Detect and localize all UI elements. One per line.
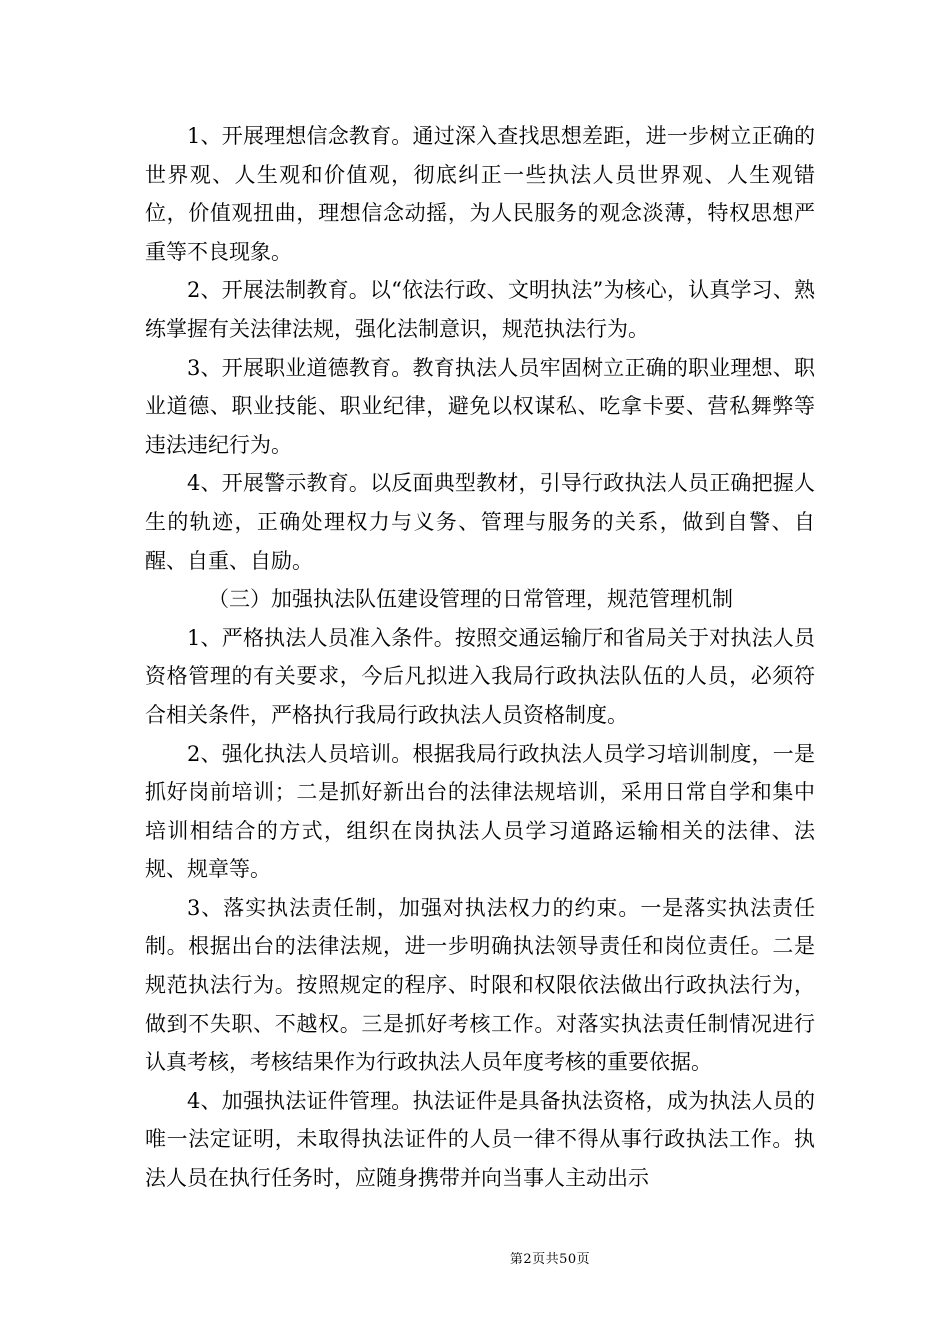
paragraph-entry-conditions: 1、严格执法人员准入条件。按照交通运输厅和省局关于对执法人员资格管理的有关要求，今后凡拟进入我局行政执法队伍的人员，必须符合相关条件，严格执行我局行政执法人员资格制度。 xyxy=(145,625,815,727)
paragraph-warning-education: 4、开展警示教育。以反面典型教材，引导行政执法人员正确把握人生的轨迹，正确处理权力与义务、管理与服务的关系，做到自警、自醒、自重、自励。 xyxy=(145,471,815,573)
paragraph-certificate-management: 4、加强执法证件管理。执法证件是具备执法资格，成为执法人员的唯一法定证明，未取得执法证件的人员一律不得从事行政执法工作。执法人员在执行任务时，应随身携带并向当事人主动出示 xyxy=(145,1088,815,1191)
document-body xyxy=(145,117,815,1198)
paragraph-ideal-belief-education: 1、开展理想信念教育。通过深入查找思想差距，进一步树立正确的世界观、人生观和价值观，彻底纠正一些执法人员世界观、人生观错位，价值观扭曲，理想信念动摇，为人民服务的观念淡薄，特权思想严重等不良现象。 xyxy=(145,124,815,264)
section-heading-daily-management: （三）加强执法队伍建设管理的日常管理，规范管理机制 xyxy=(208,587,733,612)
paragraph-responsibility-system: 3、落实执法责任制，加强对执法权力的约束。一是落实执法责任制。根据出台的法律法规，进一步明确执法领导责任和岗位责任。二是规范执法行为。按照规定的程序、时限和权限依法做出行政执法行为，做到不失职、不越权。三是抓好考核工作。对落实执法责任制情况进行认真考核，考核结果作为行政执法人员年度考核的重要依据。 xyxy=(145,895,815,1075)
paragraph-legal-education: 2、开展法制教育。以“依法行政、文明执法”为核心，认真学习、熟练掌握有关法律法规，强化法制意识，规范执法行为。 xyxy=(145,278,815,341)
paragraph-professional-ethics-education: 3、开展职业道德教育。教育执法人员牢固树立正确的职业理想、职业道德、职业技能、职业纪律，避免以权谋私、吃拿卡要、营私舞弊等违法违纪行为。 xyxy=(145,355,815,457)
paragraph-staff-training: 2、强化执法人员培训。根据我局行政执法人员学习培训制度，一是抓好岗前培训；二是抓好新出台的法律法规培训，采用日常自学和集中培训相结合的方式，组织在岗执法人员学习道路运输相关的法律、法规、规章等。 xyxy=(145,741,815,882)
page-number: 第2页共50页 xyxy=(509,1252,591,1267)
